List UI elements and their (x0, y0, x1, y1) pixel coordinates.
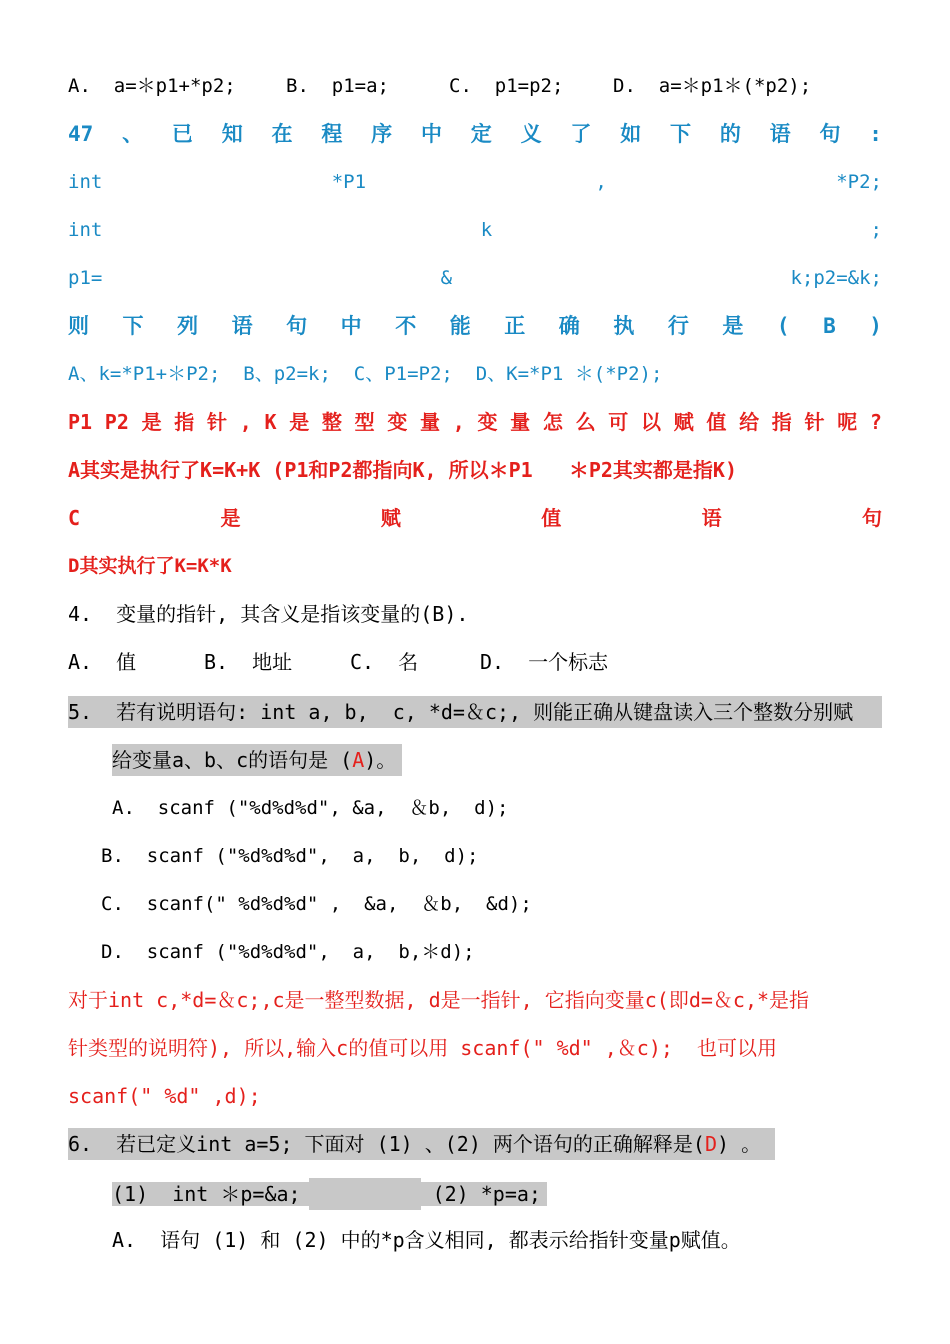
q47-stem-word: 如 (620, 122, 642, 146)
q47-code-token: *P1 (331, 171, 367, 193)
q47-question-word: 下 (122, 314, 144, 338)
q47-question-word: 句 (286, 314, 308, 338)
q47-options: A、k=*P1+＊P2; B、p2=k; C、P1=P2; D、K=*P1 ＊(*P2); (68, 363, 663, 385)
q47-question-word: 确 (558, 314, 580, 338)
q47-stem-word: 的 (719, 122, 741, 146)
q47-stem-word: : (869, 122, 882, 146)
q6-stem-text: 6. 若已定义int a=5; 下面对 (1) 、(2) 两个语句的正确解释是( (68, 1132, 705, 1156)
q6-statements (112, 1178, 547, 1210)
q47-stem-word: 定 (470, 122, 492, 146)
q4-option-a: A. 值 (68, 650, 137, 674)
q5-answer: A (352, 748, 365, 772)
q47-explanation-word: 赋 (673, 410, 694, 434)
q47-code-token: p1= (68, 267, 103, 289)
q47-stem-word: 知 (221, 122, 243, 146)
q47-stem-word: 已 (171, 122, 193, 146)
q47-stem-word: 47 (68, 122, 94, 146)
q47-explanation-word: 给 (739, 410, 760, 434)
q47-explanation-word: 是 (289, 410, 310, 434)
q47-stem-word: 序 (371, 122, 393, 146)
q47-code-line1 (68, 168, 882, 196)
q47-code-token: int (68, 219, 103, 241)
q47-question-word: 正 (504, 314, 526, 338)
q47-explanation-word: 指 (174, 410, 195, 434)
q47-explanation-word: 整 (321, 410, 342, 434)
q5-option-a: A. scanf ("%d%d%d", &a, ＆b, d); (112, 797, 509, 819)
q4-stem: 4. 变量的指针, 其含义是指该变量的(B). (68, 602, 469, 626)
q47-stem (68, 120, 882, 148)
q47-explanation-word: , (452, 410, 465, 434)
q6-statement-gap (309, 1178, 421, 1210)
q47-explanation-word: P2 (104, 410, 129, 434)
q47-explanation-word: 变 (387, 410, 408, 434)
q47-question-word: 中 (340, 314, 362, 338)
q47-question-word: 能 (449, 314, 471, 338)
prev-option-c: C. p1=p2; (449, 75, 564, 97)
q4-option-c: C. 名 (350, 650, 419, 674)
q47-explanation-word: 量 (420, 410, 441, 434)
q47-explanation-word: 以 (640, 410, 661, 434)
q47-explanation-word: 针 (207, 410, 227, 434)
q47-code-line3 (68, 264, 882, 292)
q47-explanation-word: K (264, 410, 277, 434)
q47-question-word: ) (869, 314, 882, 338)
q47-explanation-line4: D其实执行了K=K*K (68, 555, 232, 577)
q5-option-c: C. scanf(" %d%d%d" , &a, ＆b, &d); (101, 893, 532, 915)
q47-explanation-word: , (239, 410, 252, 434)
q47-code-line2 (68, 216, 882, 244)
q47-explanation-word: 指 (771, 410, 792, 434)
q47-stem-word: 句 (819, 122, 841, 146)
q47-code-token: & (440, 267, 453, 289)
q4-option-d: D. 一个标志 (480, 650, 609, 674)
q47-explanation-word: 值 (706, 410, 727, 434)
q47-explanation-word: 么 (575, 410, 596, 434)
q47-question-word: 执 (613, 314, 635, 338)
q5-option-b: B. scanf ("%d%d%d", a, b, d); (101, 845, 479, 867)
prev-option-a: A. a=＊p1+*p2; (68, 75, 236, 97)
q47-stem-word: 了 (570, 122, 592, 146)
q47-stem-word: 下 (670, 122, 692, 146)
q5-option-d: D. scanf ("%d%d%d", a, b,＊d); (101, 941, 475, 963)
q47-stem-word: 、 (122, 122, 144, 146)
q6-stem (68, 1128, 775, 1160)
q47-explanation-word: 针 (804, 410, 825, 434)
q6-option-a: A. 语句 (1) 和 (2) 中的*p含义相同, 都表示给指针变量p赋值。 (112, 1228, 741, 1252)
q47-explanation-line3 (68, 504, 882, 532)
q47-question-word: ( (776, 314, 790, 338)
q47-explanation-line1 (68, 408, 882, 436)
q5-stem-line2-text: 给变量a、b、c的语句是 ( (112, 748, 353, 772)
q47-explanation-word: 句 (862, 506, 882, 530)
q47-stem-word: 程 (321, 122, 343, 146)
q47-question-word: 语 (231, 314, 253, 338)
q47-code-token: *P2; (836, 171, 882, 193)
q47-question-word: 行 (667, 314, 689, 338)
q47-question-word: 列 (177, 314, 199, 338)
q5-stem-line1: 5. 若有说明语句: int a, b, c, *d=＆c;, 则能正确从键盘读入三个整数分别赋 (68, 696, 882, 728)
q47-code-token: int (68, 171, 103, 193)
q47-stem-word: 义 (520, 122, 542, 146)
q47-code-token: , (595, 171, 607, 193)
q47-question-word: B (823, 314, 836, 338)
q47-code-token: k (480, 219, 493, 241)
q47-explanation-word: ? (869, 410, 882, 434)
q5-stem-line2-end: )。 (364, 748, 397, 772)
q47-question-word: 则 (68, 314, 89, 338)
q5-explanation-line1: 对于int c,*d=＆c;,c是一整型数据, d是一指针, 它指向变量c(即d=＆c,*是指 (68, 988, 810, 1012)
q47-explanation-word: 赋 (380, 506, 401, 530)
q47-question-word: 不 (395, 314, 417, 338)
q47-explanation-word: 是 (220, 506, 241, 530)
q47-stem-word: 中 (420, 122, 442, 146)
q47-explanation-word: 怎 (542, 410, 563, 434)
prev-option-b: B. p1=a; (286, 75, 389, 97)
q5-explanation-line2: 针类型的说明符), 所以,输入c的值可以用 scanf(" %d" ,＆c); 也可以用 (68, 1036, 777, 1060)
q47-question-word: 是 (722, 314, 744, 338)
q47-stem-word: 语 (769, 122, 791, 146)
q5-explanation-line3: scanf(" %d" ,d); (68, 1084, 261, 1108)
q6-stem-end: ) 。 (717, 1132, 762, 1156)
prev-option-d: D. a=＊p1＊(*p2); (613, 75, 812, 97)
q6-statement-1: (1) int ＊p=&a; (112, 1182, 309, 1206)
q47-explanation-word: 值 (541, 506, 562, 530)
q47-explanation-word: 是 (141, 410, 162, 434)
q47-explanation-word: 可 (608, 410, 629, 434)
q47-explanation-word: 语 (701, 506, 722, 530)
q4-option-b: B. 地址 (204, 650, 293, 674)
q47-stem-word: 在 (271, 122, 293, 146)
q47-explanation-word: 量 (510, 410, 531, 434)
q47-code-token: ; (870, 219, 882, 241)
q47-question (68, 312, 882, 340)
q6-statement-2: (2) *p=a; (421, 1182, 547, 1206)
q47-explanation-line2: A其实是执行了K=K+K (P1和P2都指向K, 所以＊P1 ＊P2其实都是指K) (68, 458, 737, 482)
q47-explanation-word: C (68, 506, 81, 530)
q47-explanation-word: P1 (68, 410, 93, 434)
q6-answer: D (704, 1132, 717, 1156)
q47-explanation-word: 呢 (837, 410, 858, 434)
q47-explanation-word: 变 (477, 410, 498, 434)
q47-explanation-word: 型 (354, 410, 375, 434)
q5-stem-line2 (112, 744, 402, 776)
q47-code-token: k;p2=&k; (790, 267, 882, 289)
